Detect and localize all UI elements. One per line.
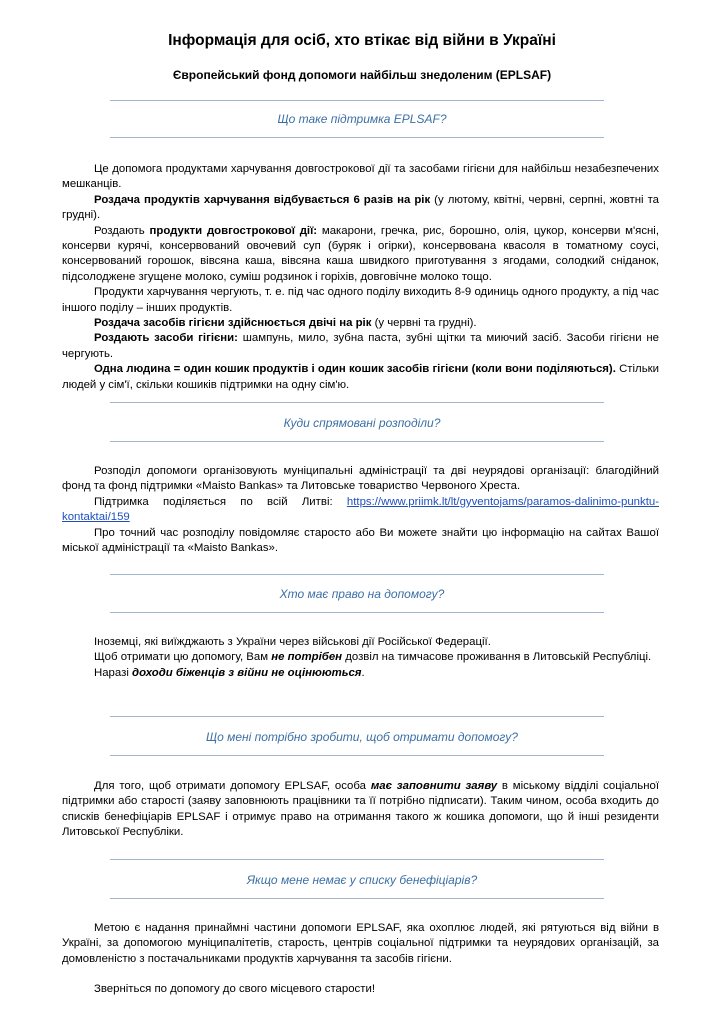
paragraph: Одна людина = один кошик продуктів і один кошик засобів гігієни (коли вони поділяються). Стільки людей у сім'ї, скільки кошиків підтримки на одну сім'ю. — [62, 363, 659, 391]
section-divider — [110, 441, 604, 442]
bold-text: Роздають засоби гігієни: — [94, 332, 238, 345]
emphasis-text: доходи біженців з війни не оцінюються — [132, 666, 362, 679]
section-body-who-is-eligible — [62, 635, 659, 681]
section-divider — [110, 100, 604, 101]
section-divider — [110, 716, 604, 717]
emphasis-text: має заповнити заяву — [370, 780, 498, 792]
section-divider — [110, 402, 604, 403]
section-heading-what-to-do: Що мені потрібно зробити, щоб отримати допомогу? — [206, 730, 518, 744]
section-divider — [110, 612, 604, 613]
paragraph: Роздача продуктів харчування відбувається 6 разів на рік (у лютому, квітні, червні, серпні, жовтні та грудні). — [62, 193, 659, 222]
section-heading-not-on-list: Якщо мене немає у списку бенефіціарів? — [246, 873, 478, 887]
bold-text: продукти довгострокової дії: — [149, 224, 318, 237]
paragraph: Іноземці, які виїжджають з України через військові дії Російської Федерації. — [94, 636, 491, 648]
paragraph: Щоб отримати цю допомогу, Вам не потрібен дозвіл на тимчасове проживання в Литовській Республіці. — [94, 651, 652, 664]
paragraph: Для того, щоб отримати допомогу EPLSAF, особа має заповнити заяву в міському відділі соціальної підтримки або старості (заяву заповнюють працівники та її потрібно підписати). Таким чином, особа входить до списків бенефіціарів EPLSAF і отримує право на отримання такого ж кошика допомоги, що й інші резиденти Литовської Республіки. — [62, 780, 659, 839]
section-body-where-distributed — [62, 464, 659, 556]
section-heading-what-is-eplsaf: Що таке підтримка EPLSAF? — [277, 112, 447, 126]
paragraph: Про точний час розподілу повідомляє старосто або Ви можете знайти цю інформацію на сайтах Вашої міської адміністрації та «Maisto Bankas». — [62, 526, 659, 555]
bold-text: Роздача засобів гігієни здійснюється двічі на рік — [94, 317, 372, 330]
paragraph: Підтримка поділяється по всій Литві: https://www.priimk.lt/lt/gyventojams/paramos-dalinimo-punktu-kontaktai/159 — [62, 495, 659, 524]
section-divider — [110, 137, 604, 138]
section-divider — [110, 574, 604, 575]
section-body-what-is-eplsaf — [62, 162, 659, 393]
document-subtitle: Європейський фонд допомоги найбільш знедоленим (EPLSAF) — [172, 68, 552, 82]
paragraph: Метою є надання принаймні частини допомоги EPLSAF, яка охоплює людей, які рятуються від війни в Україні, за допомогою муніципалітетів, старость, центрів соціальної підтримки та неурядових організацій, за домовленістю з постачальниками продуктів харчування та засобів гігієни. — [62, 922, 659, 965]
paragraph: Продукти харчування чергують, т. е. під час одного поділу виходить 8-9 одиниць одного продукту, а під час іншого поділу – інших продуктів. — [62, 286, 659, 314]
emphasis-text: не потрібен — [271, 651, 343, 664]
bold-text: Роздача продуктів харчування відбувається 6 разів на рік — [94, 193, 431, 206]
paragraph: Розподіл допомоги організовують муніципальні адміністрації та дві неурядові організації: благодійний фонд та фонд підтримки «Maisto Bankas» та Литовське товариство Червоного Хреста. — [62, 465, 659, 493]
paragraph: Це допомога продуктами харчування довгострокової дії та засобами гігієни для найбільш незабезпечених мешканців. — [62, 163, 659, 191]
section-heading-where-distributed: Куди спрямовані розподіли? — [283, 416, 441, 430]
distribution-points-link[interactable]: https://www.priimk.lt/lt/gyventojams/paramos-dalinimo-punktu-kontaktai/159 — [62, 495, 659, 524]
paragraph: Наразі доходи біженців з війни не оцінюються. — [94, 666, 365, 679]
section-divider — [110, 755, 604, 756]
section-divider — [110, 898, 604, 899]
section-heading-who-is-eligible: Хто має право на допомогу? — [279, 587, 445, 601]
paragraph: Зверніться по допомогу до свого місцевого старости! — [94, 983, 375, 996]
paragraph: Роздача засобів гігієни здійснюється двічі на рік (у червні та грудні). — [94, 317, 477, 330]
paragraph: Роздають продукти довгострокової дії: макарони, гречка, рис, борошно, олія, цукор, консерви м'ясні, консерви курячі, консервований овочевий суп (буряк і огірки), консервована квасоля в томатному соусі, консервований горошок, вівсяна каша, вівсяна каша швидкого приготування з ягодами, солодкий сніданок, підсолоджене згущене молоко, суміш родзинок і горіхів, довговічне молоко тощо. — [62, 224, 659, 283]
section-body-not-on-list — [62, 921, 659, 998]
section-divider — [110, 859, 604, 860]
section-body-what-to-do — [62, 779, 659, 841]
bold-text: Одна людина = один кошик продуктів і один кошик засобів гігієни (коли вони поділяються). — [94, 363, 616, 376]
document-title: Інформація для осіб, хто втікає від війни в Україні — [168, 32, 556, 49]
paragraph: Роздають засоби гігієни: шампунь, мило, зубна паста, зубні щітки та миючий засіб. Засоби гігієни не чергують. — [62, 332, 659, 360]
